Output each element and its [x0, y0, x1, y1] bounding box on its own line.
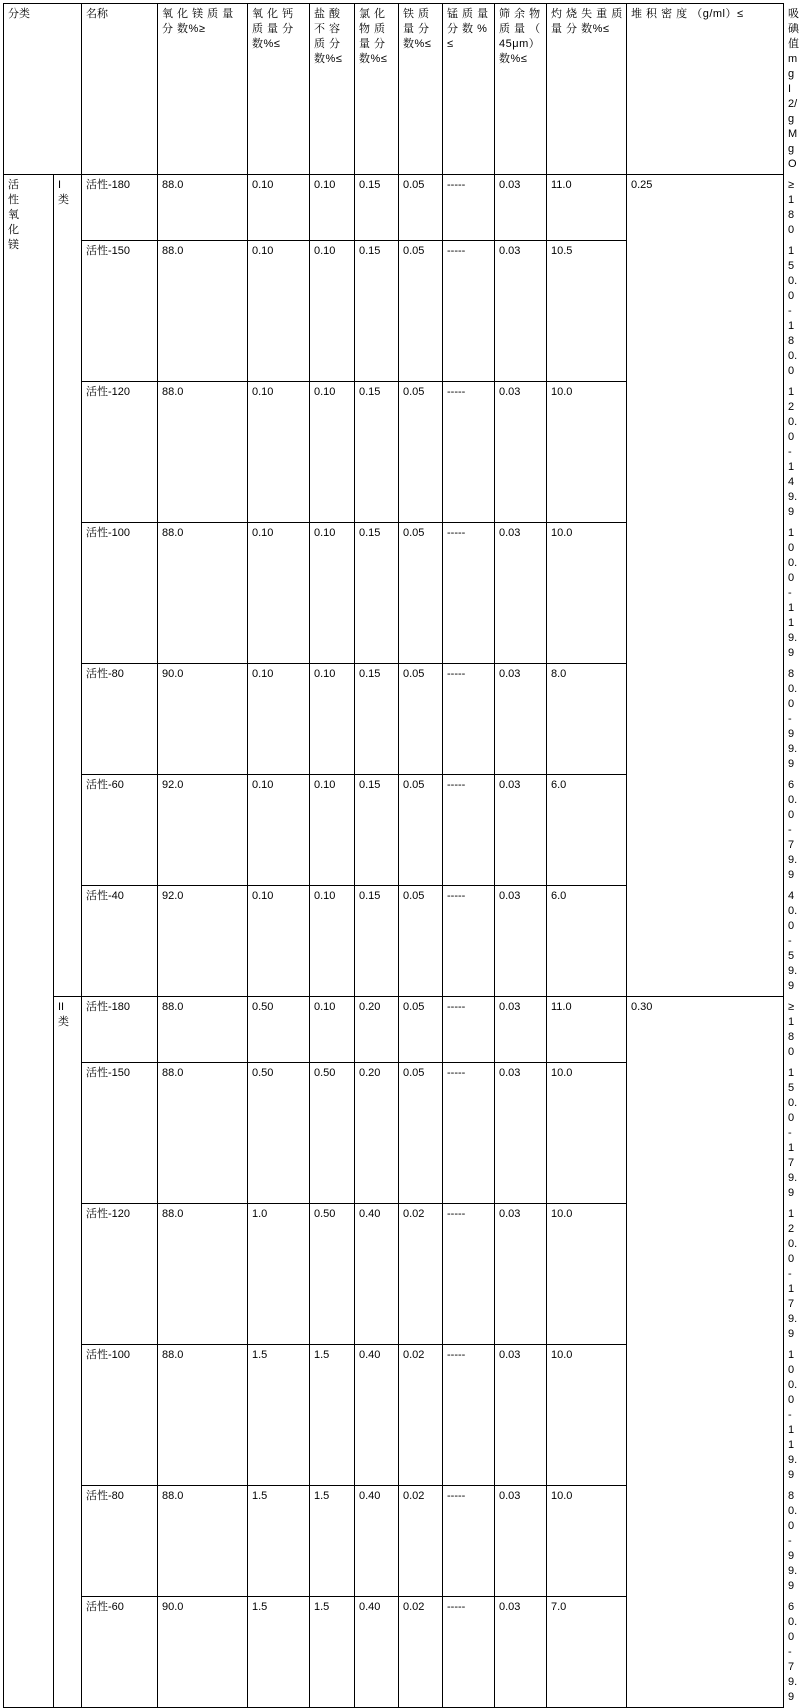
cell-chloride: 0.15	[355, 382, 399, 523]
cell-chloride: 0.15	[355, 664, 399, 775]
cell-ignition-loss: 10.0	[547, 382, 627, 523]
cell-manganese: -----	[443, 775, 495, 886]
cell-bulk-density: 0.30	[627, 997, 784, 1708]
header-chloride: 氯 化 物 质 量 分 数%≤	[355, 4, 399, 175]
cell-sieve-residue: 0.03	[495, 664, 547, 775]
cell-ignition-loss: 11.0	[547, 997, 627, 1063]
cell-chloride: 0.40	[355, 1486, 399, 1597]
cell-hcl-insoluble: 1.5	[310, 1486, 355, 1597]
cell-manganese: -----	[443, 886, 495, 997]
cell-iron: 0.05	[399, 886, 443, 997]
cell-mgo: 92.0	[158, 775, 248, 886]
cell-ignition-loss: 10.0	[547, 523, 627, 664]
header-hcl-insoluble: 盐 酸 不 容 质 分 数%≤	[310, 4, 355, 175]
cell-manganese: -----	[443, 382, 495, 523]
specification-table	[3, 3, 799, 1708]
cell-name: 活性-120	[82, 1204, 158, 1345]
cell-sieve-residue: 0.03	[495, 997, 547, 1063]
cell-bulk-density: 0.25	[627, 175, 784, 997]
cell-hcl-insoluble: 1.5	[310, 1597, 355, 1708]
cell-ignition-loss: 10.0	[547, 1345, 627, 1486]
cell-sieve-residue: 0.03	[495, 1345, 547, 1486]
cell-cao: 1.5	[248, 1597, 310, 1708]
cell-hcl-insoluble: 1.5	[310, 1345, 355, 1486]
cell-cao: 0.10	[248, 886, 310, 997]
cell-chloride: 0.15	[355, 241, 399, 382]
cell-name: 活性-80	[82, 664, 158, 775]
table-header-row: 分类 名称 氧 化 镁 质 量 分 数%≥ 氧 化 钙 质 量 分 数%≤ 盐 酸 不 容 质 分 数%≤ 氯 化 物 质 量 分 数%≤ 铁 质 量 分 数%≤ 锰 质 量 分 数 %≤ 筛 余 物 质 量 （ 45μm）数%≤ 灼 烧 失 重 质 量 分 数%≤ 堆 积 密 度 （g/ml）≤ 吸 碘 值 mgI2/gMgO	[4, 4, 784, 175]
cell-mgo: 88.0	[158, 241, 248, 382]
cell-mgo: 90.0	[158, 664, 248, 775]
header-mgo: 氧 化 镁 质 量 分 数%≥	[158, 4, 248, 175]
category-label	[4, 175, 54, 1708]
table-row: 活性-150 88.0 0.10 0.10 0.15 0.05 ----- 0.03 10.5 150.0-180.0	[4, 241, 784, 382]
cell-name: 活性-180	[82, 997, 158, 1063]
cell-sieve-residue: 0.03	[495, 1204, 547, 1345]
cell-hcl-insoluble: 0.10	[310, 175, 355, 241]
table-row: 活性-80 88.0 1.5 1.5 0.40 0.02 ----- 0.03 10.0 80.0-99.9	[4, 1486, 784, 1597]
cell-iron: 0.05	[399, 523, 443, 664]
header-iron: 铁 质 量 分 数%≤	[399, 4, 443, 175]
cell-name: 活性-150	[82, 241, 158, 382]
cell-iron: 0.02	[399, 1486, 443, 1597]
cell-sieve-residue: 0.03	[495, 1597, 547, 1708]
table-row: 活性-100 88.0 1.5 1.5 0.40 0.02 ----- 0.03 10.0 100.0-119.9	[4, 1345, 784, 1486]
cell-iron: 0.02	[399, 1345, 443, 1486]
cell-manganese: -----	[443, 241, 495, 382]
table-row: 活性-120 88.0 1.0 0.50 0.40 0.02 ----- 0.03 10.0 120.0-179.9	[4, 1204, 784, 1345]
class-label-2-text: II类	[58, 1001, 69, 1028]
header-manganese: 锰 质 量 分 数 %≤	[443, 4, 495, 175]
header-ignition-loss: 灼 烧 失 重 质 量 分 数%≤	[547, 4, 627, 175]
cell-chloride: 0.15	[355, 175, 399, 241]
cell-name: 活性-150	[82, 1063, 158, 1204]
cell-ignition-loss: 11.0	[547, 175, 627, 241]
cell-chloride: 0.15	[355, 775, 399, 886]
cell-mgo: 88.0	[158, 1486, 248, 1597]
cell-hcl-insoluble: 0.10	[310, 775, 355, 886]
table-row: 活性-150 88.0 0.50 0.50 0.20 0.05 ----- 0.03 10.0 150.0-179.9	[4, 1063, 784, 1204]
cell-hcl-insoluble: 0.10	[310, 382, 355, 523]
category-label-text: 活性氧化镁	[8, 179, 21, 251]
cell-sieve-residue: 0.03	[495, 1486, 547, 1597]
cell-sieve-residue: 0.03	[495, 382, 547, 523]
table-row: 活性-60 92.0 0.10 0.10 0.15 0.05 ----- 0.03 6.0 60.0-79.9	[4, 775, 784, 886]
cell-manganese: -----	[443, 1486, 495, 1597]
cell-name: 活性-120	[82, 382, 158, 523]
cell-manganese: -----	[443, 1345, 495, 1486]
cell-chloride: 0.15	[355, 523, 399, 664]
cell-cao: 0.10	[248, 664, 310, 775]
cell-name: 活性-60	[82, 1597, 158, 1708]
cell-name: 活性-80	[82, 1486, 158, 1597]
cell-manganese: -----	[443, 1204, 495, 1345]
cell-manganese: -----	[443, 664, 495, 775]
cell-ignition-loss: 10.0	[547, 1063, 627, 1204]
cell-sieve-residue: 0.03	[495, 775, 547, 886]
cell-sieve-residue: 0.03	[495, 1063, 547, 1204]
cell-manganese: -----	[443, 1597, 495, 1708]
cell-name: 活性-60	[82, 775, 158, 886]
table-row: II类 活性-180 88.0 0.50 0.10 0.20 0.05 ----- 0.03 11.0 0.30 ≥180	[4, 997, 784, 1063]
cell-cao: 1.0	[248, 1204, 310, 1345]
table-row: 活性-100 88.0 0.10 0.10 0.15 0.05 ----- 0.03 10.0 100.0-119.9	[4, 523, 784, 664]
cell-ignition-loss: 6.0	[547, 886, 627, 997]
cell-mgo: 88.0	[158, 175, 248, 241]
header-name: 名称	[82, 4, 158, 175]
cell-iron: 0.05	[399, 775, 443, 886]
cell-chloride: 0.40	[355, 1345, 399, 1486]
cell-sieve-residue: 0.03	[495, 886, 547, 997]
cell-hcl-insoluble: 0.50	[310, 1204, 355, 1345]
cell-ignition-loss: 10.0	[547, 1486, 627, 1597]
cell-iron: 0.05	[399, 241, 443, 382]
cell-cao: 0.50	[248, 997, 310, 1063]
cell-chloride: 0.20	[355, 1063, 399, 1204]
cell-cao: 0.10	[248, 523, 310, 664]
cell-manganese: -----	[443, 1063, 495, 1204]
cell-ignition-loss: 7.0	[547, 1597, 627, 1708]
cell-cao: 1.5	[248, 1345, 310, 1486]
cell-hcl-insoluble: 0.10	[310, 241, 355, 382]
table-row: 活性-120 88.0 0.10 0.10 0.15 0.05 ----- 0.03 10.0 120.0-149.9	[4, 382, 784, 523]
cell-name: 活性-180	[82, 175, 158, 241]
cell-iron: 0.05	[399, 382, 443, 523]
cell-hcl-insoluble: 0.10	[310, 997, 355, 1063]
cell-manganese: -----	[443, 523, 495, 664]
cell-ignition-loss: 10.5	[547, 241, 627, 382]
table-row: 活性-60 90.0 1.5 1.5 0.40 0.02 ----- 0.03 7.0 60.0-79.9	[4, 1597, 784, 1708]
cell-iron: 0.02	[399, 1597, 443, 1708]
cell-name: 活性-100	[82, 1345, 158, 1486]
table-row: 活性-80 90.0 0.10 0.10 0.15 0.05 ----- 0.03 8.0 80.0-99.9	[4, 664, 784, 775]
cell-mgo: 92.0	[158, 886, 248, 997]
cell-ignition-loss: 10.0	[547, 1204, 627, 1345]
cell-manganese: -----	[443, 997, 495, 1063]
cell-iron: 0.05	[399, 664, 443, 775]
cell-mgo: 88.0	[158, 1204, 248, 1345]
cell-chloride: 0.15	[355, 886, 399, 997]
cell-manganese: -----	[443, 175, 495, 241]
cell-ignition-loss: 6.0	[547, 775, 627, 886]
cell-iron: 0.05	[399, 997, 443, 1063]
cell-cao: 0.10	[248, 775, 310, 886]
cell-iron: 0.05	[399, 175, 443, 241]
cell-iron: 0.02	[399, 1204, 443, 1345]
cell-name: 活性-100	[82, 523, 158, 664]
cell-cao: 0.50	[248, 1063, 310, 1204]
cell-sieve-residue: 0.03	[495, 241, 547, 382]
cell-iron: 0.05	[399, 1063, 443, 1204]
header-sieve-residue: 筛 余 物 质 量 （ 45μm）数%≤	[495, 4, 547, 175]
table-row: 活性-40 92.0 0.10 0.10 0.15 0.05 ----- 0.03 6.0 40.0-59.9	[4, 886, 784, 997]
header-cao: 氧 化 钙 质 量 分 数%≤	[248, 4, 310, 175]
cell-cao: 0.10	[248, 175, 310, 241]
cell-cao: 0.10	[248, 382, 310, 523]
class-label-1-text: I类	[58, 179, 69, 206]
table-row: 活性氧化镁 I类 活性-180 88.0 0.10 0.10 0.15 0.05 ----- 0.03 11.0 0.25 ≥180	[4, 175, 784, 241]
header-bulk-density: 堆 积 密 度 （g/ml）≤	[627, 4, 784, 175]
cell-mgo: 90.0	[158, 1597, 248, 1708]
cell-name: 活性-40	[82, 886, 158, 997]
cell-hcl-insoluble: 0.50	[310, 1063, 355, 1204]
cell-mgo: 88.0	[158, 1345, 248, 1486]
class-label-2	[54, 997, 82, 1708]
cell-chloride: 0.40	[355, 1597, 399, 1708]
class-label-1	[54, 175, 82, 997]
cell-mgo: 88.0	[158, 523, 248, 664]
cell-sieve-residue: 0.03	[495, 175, 547, 241]
cell-chloride: 0.20	[355, 997, 399, 1063]
cell-sieve-residue: 0.03	[495, 523, 547, 664]
cell-cao: 0.10	[248, 241, 310, 382]
cell-ignition-loss: 8.0	[547, 664, 627, 775]
cell-hcl-insoluble: 0.10	[310, 523, 355, 664]
cell-mgo: 88.0	[158, 382, 248, 523]
cell-mgo: 88.0	[158, 997, 248, 1063]
header-category: 分类	[4, 4, 82, 175]
cell-mgo: 88.0	[158, 1063, 248, 1204]
cell-cao: 1.5	[248, 1486, 310, 1597]
cell-hcl-insoluble: 0.10	[310, 886, 355, 997]
cell-chloride: 0.40	[355, 1204, 399, 1345]
cell-hcl-insoluble: 0.10	[310, 664, 355, 775]
